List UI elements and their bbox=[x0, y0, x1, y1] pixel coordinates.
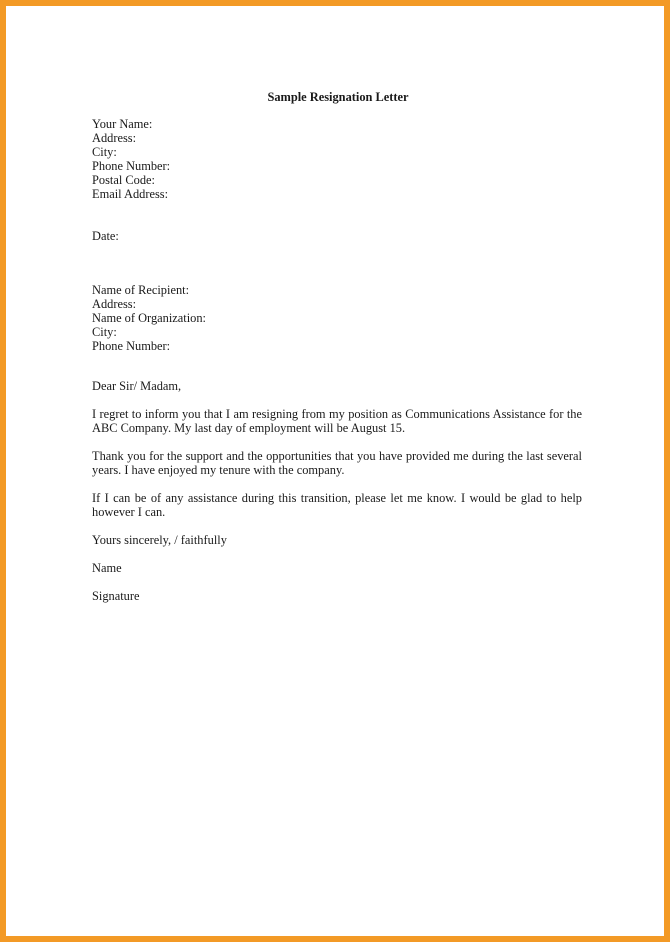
paragraph-resignation: I regret to inform you that I am resigning from my position as Communications Assistance for the ABC Company. My last day of employment will be August 15. bbox=[92, 407, 582, 435]
signature-line: Signature bbox=[92, 589, 140, 603]
paragraph-assistance: If I can be of any assistance during this transition, please let me know. I would be glad to help however I can. bbox=[92, 491, 582, 519]
recipient-block bbox=[92, 283, 582, 353]
sender-email-label: Email Address: bbox=[92, 187, 169, 201]
recipient-city-label: City: bbox=[92, 325, 117, 339]
sender-city-label: City: bbox=[92, 145, 117, 159]
sender-phone-label: Phone Number: bbox=[92, 159, 171, 173]
paragraph-thanks: Thank you for the support and the opportunities that you have provided me during the last several years. I have enjoyed my tenure with the company. bbox=[92, 449, 582, 477]
letter-body bbox=[92, 90, 582, 603]
sender-postal-label: Postal Code: bbox=[92, 173, 155, 187]
recipient-address-label: Address: bbox=[92, 297, 137, 311]
salutation: Dear Sir/ Madam, bbox=[92, 379, 182, 393]
recipient-phone-label: Phone Number: bbox=[92, 339, 171, 353]
letter-title: Sample Resignation Letter bbox=[267, 90, 409, 104]
sender-name-label: Your Name: bbox=[92, 117, 153, 131]
name-line: Name bbox=[92, 561, 122, 575]
closing: Yours sincerely, / faithfully bbox=[92, 533, 227, 547]
date-label: Date: bbox=[92, 229, 119, 243]
recipient-name-label: Name of Recipient: bbox=[92, 283, 190, 297]
recipient-organization-label: Name of Organization: bbox=[92, 311, 207, 325]
sender-address-label: Address: bbox=[92, 131, 137, 145]
sender-block bbox=[92, 117, 582, 201]
